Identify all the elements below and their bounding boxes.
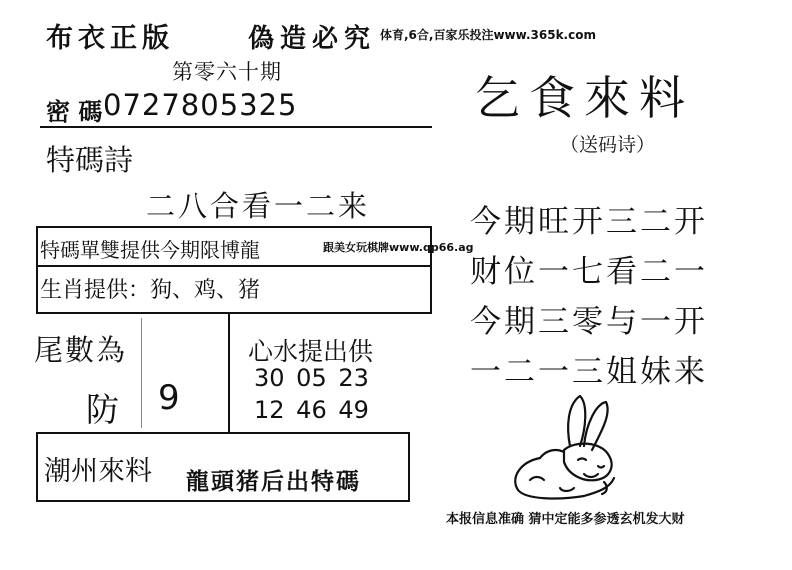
header-left-title: 布衣正版 (46, 23, 174, 54)
chaozhou-title: 潮州來料 (44, 456, 152, 487)
tail-prefix: 防 (86, 390, 119, 429)
odd-even-ad: 跟美女玩棋牌www.qp66.ag (323, 241, 474, 254)
heart-title: 心水提出供 (248, 337, 374, 366)
header-ad-text: 体育,6合,百家乐投注www.365k.com (380, 28, 596, 42)
right-panel-footer: 本报信息准确 猜中定能多参透玄机发大财 (446, 512, 685, 527)
rabbit-icon (500, 392, 630, 504)
poem-line-2: 财位一七看二一 (470, 254, 708, 290)
heart-row-2: 12 46 49 (254, 396, 369, 424)
poem-line-3: 今期三零与一开 (470, 304, 708, 340)
odd-even-text: 特碼單雙提供今期限博龍 (40, 238, 260, 262)
right-panel-subtitle: （送码诗） (560, 134, 656, 156)
issue-label: 第零六十期 (172, 60, 282, 84)
section-divider (228, 314, 230, 432)
password-number: 0727805325 (103, 88, 298, 122)
tail-title: 尾數為 (34, 333, 128, 367)
header-right-title: 偽造必究 (248, 24, 377, 54)
poem-line-4: 一二一三姐妹来 (470, 354, 708, 390)
chaozhou-text: 龍頭猪后出特碼 (186, 468, 361, 495)
zodiac-text: 生肖提供：狗、鸡、猪 (40, 278, 261, 303)
special-poem-title: 特碼詩 (46, 143, 134, 177)
info-box-divider (36, 265, 432, 267)
faint-divider (141, 318, 142, 428)
special-poem-line: 二八合看一二来 (146, 189, 371, 223)
tail-number: 9 (158, 378, 180, 418)
poem-line-1: 今期旺开三二开 (470, 204, 708, 240)
right-panel-title: 乞食來料 (474, 71, 694, 125)
heart-row-1: 30 05 23 (254, 364, 369, 392)
header-divider (40, 126, 432, 128)
password-label: 密 碼 (46, 97, 103, 126)
